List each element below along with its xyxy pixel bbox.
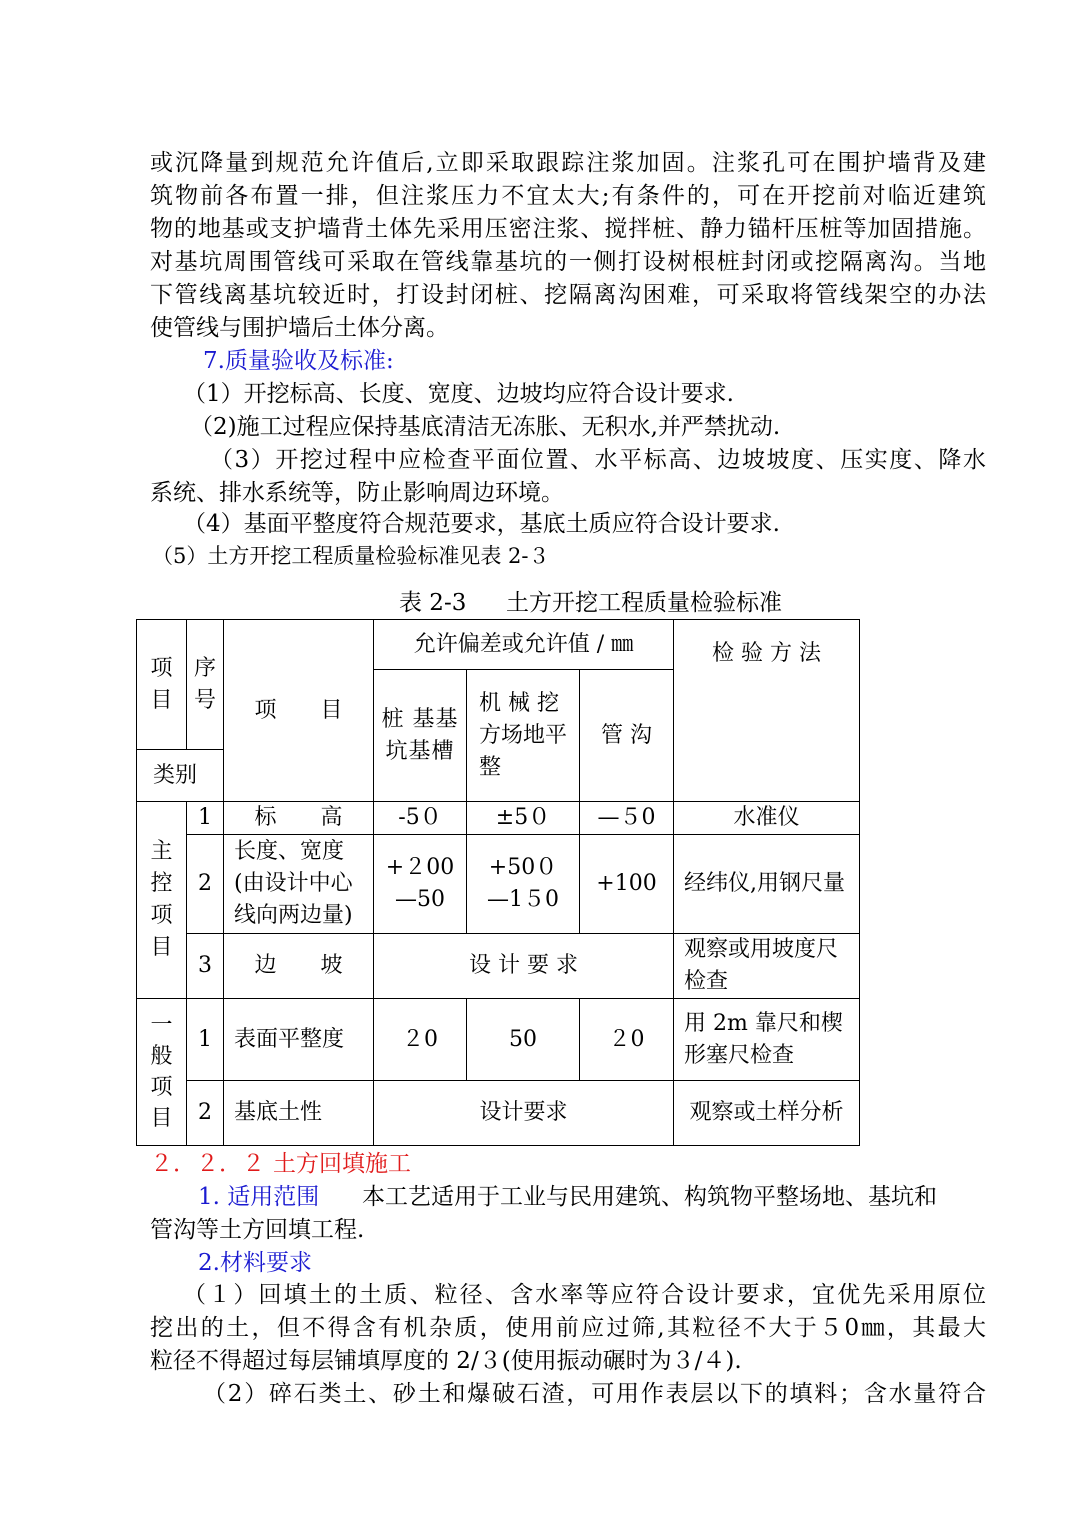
table-cell-seq: 2 bbox=[187, 1081, 224, 1146]
section-title: 土方回填施工 bbox=[273, 1151, 411, 1177]
header-tolerance: 允许偏差或允许值 / ㎜ bbox=[374, 620, 674, 670]
materials-item: 挖出的土，但不得含有机杂质，使用前应过筛,其粒径不大于５0㎜，其最大 bbox=[150, 1315, 986, 1341]
table-cell-name: 表面平整度 bbox=[224, 999, 374, 1081]
table-cell-seq: 2 bbox=[187, 835, 224, 934]
table-cell-method: 用 2m 靠尺和楔形塞尺检查 bbox=[674, 999, 860, 1081]
table-cell-pile: ２0 bbox=[374, 999, 467, 1081]
materials-item: （１）回填土的土质、粒径、含水率等应符合设计要求，宜优先采用原位 bbox=[183, 1282, 986, 1308]
table-cell-name: 边 坡 bbox=[224, 934, 374, 999]
table-cell-trench: +100 bbox=[580, 835, 674, 934]
table-caption-number: 表 2-3 bbox=[399, 590, 467, 616]
paragraph-line: 或沉降量到规范允许值后,立即采取跟踪注浆加固。注浆孔可在围护墙背及建 bbox=[150, 150, 986, 176]
table-cell-method: 观察或土样分析 bbox=[674, 1081, 860, 1146]
paragraph-line: 筑物前各布置一排，但注浆压力不宜太大;有条件的，可在开挖前对临近建筑 bbox=[150, 183, 986, 209]
quality-standard-table bbox=[136, 619, 860, 1146]
section-heading: 7.质量验收及标准: bbox=[203, 348, 394, 374]
paragraph-line: 使管线与围护墙后土体分离。 bbox=[150, 315, 449, 341]
materials-item: （2）碎石类土、砂土和爆破石渣，可用作表层以下的填料；含水量符合 bbox=[203, 1381, 986, 1407]
scope-label: 1. 适用范围 bbox=[198, 1184, 320, 1210]
list-item: （1）开挖标高、长度、宽度、边坡均应符合设计要求. bbox=[183, 381, 734, 407]
list-item: （3）开挖过程中应检查平面位置、水平标高、边坡坡度、压实度、降水 bbox=[210, 447, 986, 473]
table-cell-method: 观察或用坡度尺检查 bbox=[674, 934, 860, 999]
paragraph-line: 对基坑周围管线可采取在管线靠基坑的一侧打设树根桩封闭或挖隔离沟。当地 bbox=[150, 249, 986, 275]
table-cell-trench: —５0 bbox=[580, 802, 674, 835]
group-general: 一般项目 bbox=[137, 999, 187, 1146]
table-caption-title: 土方开挖工程质量检验标准 bbox=[506, 590, 782, 616]
materials-heading: 2.材料要求 bbox=[198, 1250, 312, 1276]
table-cell-seq: 1 bbox=[187, 999, 224, 1081]
table-cell-seq: 3 bbox=[187, 934, 224, 999]
header-sub-trench: 管 沟 bbox=[580, 670, 674, 802]
list-item: 系统、排水系统等，防止影响周边环境。 bbox=[150, 480, 564, 506]
table-cell-merged: 设 计 要 求 bbox=[374, 934, 674, 999]
materials-item: 粒径不得超过每层铺填厚度的 2/３(使用振动碾时为３/４). bbox=[150, 1348, 742, 1374]
table-cell-trench: ２0 bbox=[580, 999, 674, 1081]
list-item: （5）土方开挖工程质量检验标准见表 2-３ bbox=[152, 544, 550, 568]
table-cell-method: 经纬仪,用钢尺量 bbox=[674, 835, 860, 934]
header-category: 类别 bbox=[137, 750, 224, 802]
table-cell-seq: 1 bbox=[187, 802, 224, 835]
header-item-name: 项 目 bbox=[224, 620, 374, 802]
table-cell-name: 基底土性 bbox=[224, 1081, 374, 1146]
table-cell-merged: 设计要求 bbox=[374, 1081, 674, 1146]
table-cell-machine: +50０ —1５0 bbox=[467, 835, 580, 934]
list-item: （4）基面平整度符合规范要求，基底土质应符合设计要求. bbox=[183, 511, 780, 537]
table-cell-machine: 50 bbox=[467, 999, 580, 1081]
header-item-top: 项目 bbox=[137, 620, 187, 750]
paragraph-line: 下管线离基坑较近时，打设封闭桩、挖隔离沟困难，可采取将管线架空的办法 bbox=[150, 282, 986, 308]
table-cell-method: 水准仪 bbox=[674, 802, 860, 835]
paragraph-line: 物的地基或支护墙背土体先采用压密注浆、搅拌桩、静力锚杆压桩等加固措施。 bbox=[150, 216, 986, 242]
header-sub-pile: 桩 基基 坑基槽 bbox=[374, 670, 467, 802]
table-cell-name: 长度、宽度(由设计中心线向两边量) bbox=[224, 835, 374, 934]
section-number: ２．２．２ bbox=[150, 1151, 265, 1177]
group-main: 主控项目 bbox=[137, 802, 187, 999]
table-cell-pile: +２00 —50 bbox=[374, 835, 467, 934]
table-cell-machine: ±5０ bbox=[467, 802, 580, 835]
header-seq: 序号 bbox=[187, 620, 224, 750]
list-item: （2)施工过程应保持基底清洁无冻胀、无积水,并严禁扰动. bbox=[190, 414, 781, 440]
scope-text: 本工艺适用于工业与民用建筑、构筑物平整场地、基坑和 bbox=[362, 1184, 937, 1210]
table-cell-pile: -5０ bbox=[374, 802, 467, 835]
header-sub-machine: 机 械 挖方场地平整 bbox=[467, 670, 580, 802]
table-cell-name: 标 高 bbox=[224, 802, 374, 835]
header-method: 检 验 方 法 bbox=[674, 620, 860, 802]
scope-text: 管沟等土方回填工程. bbox=[150, 1217, 365, 1243]
